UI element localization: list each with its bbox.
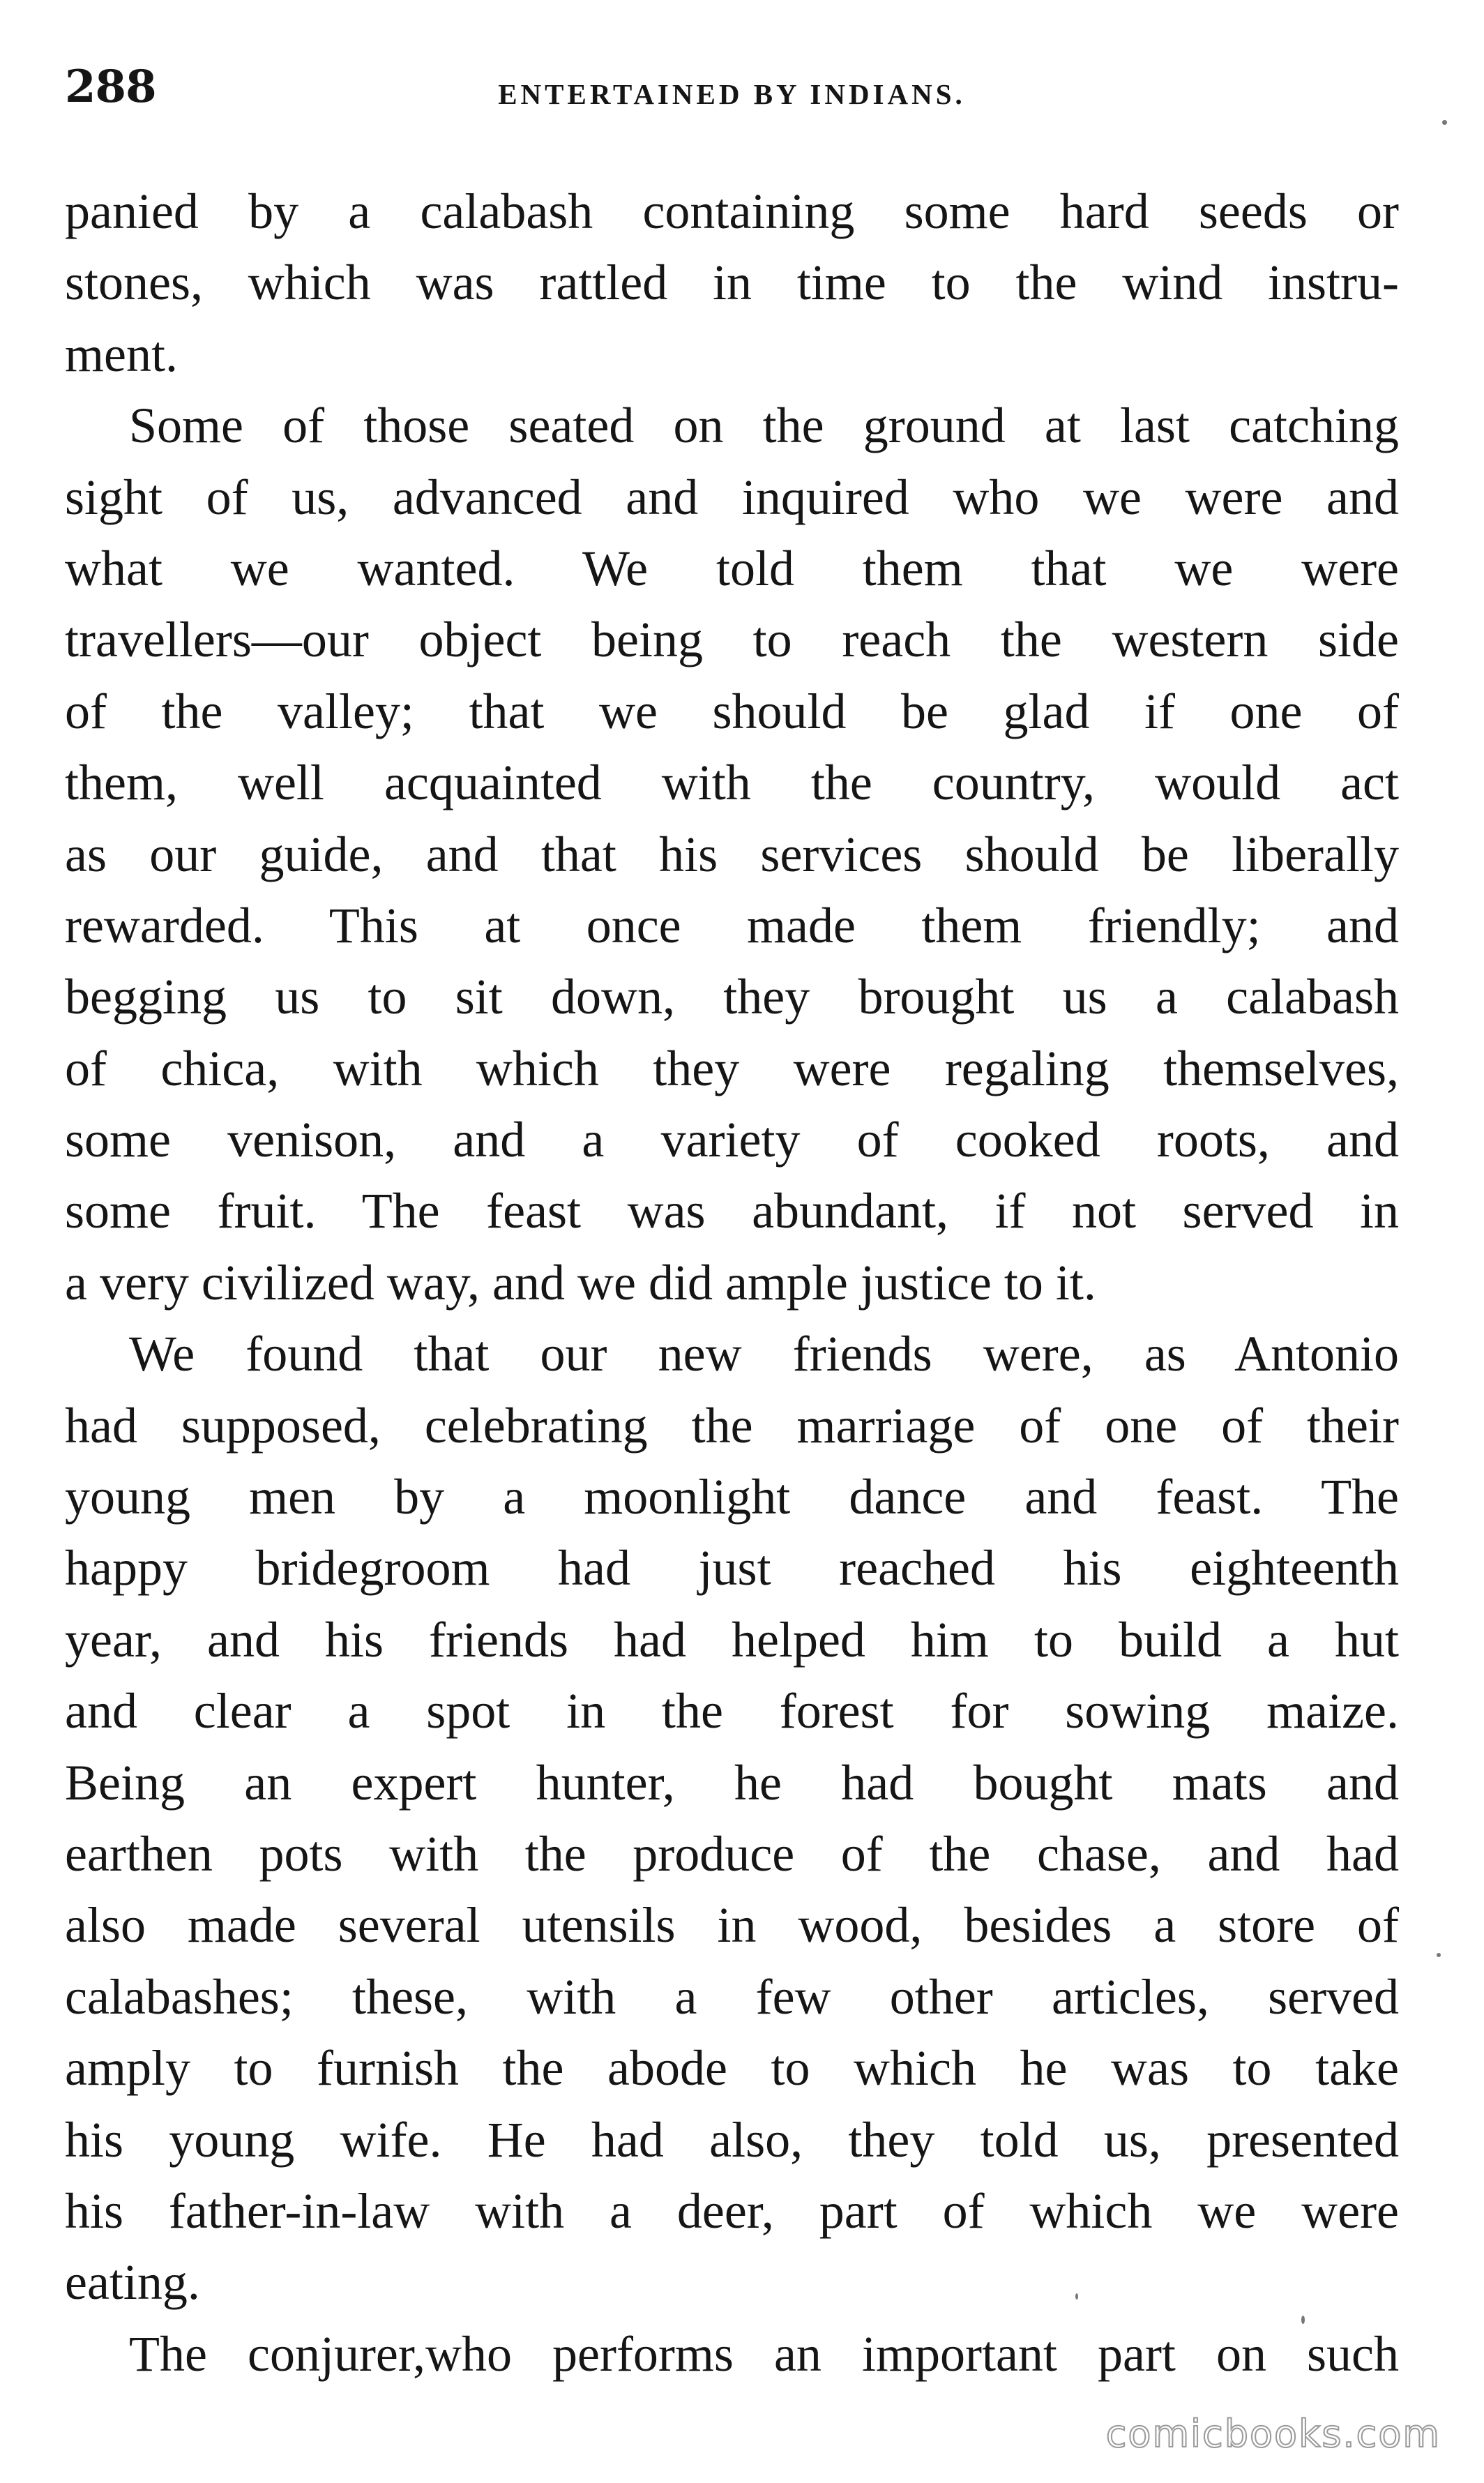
text-line: as our guide, and that his services should be liberally	[65, 826, 1399, 882]
text-line: We found that our new friends were, as Antonio	[129, 1326, 1399, 1382]
text-line: them, well acquainted with the country, would act	[65, 755, 1399, 811]
watermark: comicbooks.com	[1105, 2412, 1441, 2456]
text-line: earthen pots with the produce of the chase, and had	[65, 1825, 1399, 1882]
text-line: begging us to sit down, they brought us a calabash	[65, 969, 1399, 1025]
text-line: some venison, and a variety of cooked roots, and	[65, 1112, 1399, 1168]
text-line: of the valley; that we should be glad if one of	[65, 683, 1399, 739]
text-line: travellers—our object being to reach the western side	[65, 612, 1399, 668]
page-header	[65, 59, 1399, 136]
page-number: 288	[65, 61, 156, 113]
ink-speck	[1442, 120, 1447, 125]
text-line: his father-in-law with a deer, part of which we were	[65, 2182, 1399, 2239]
text-line: calabashes; these, with a few other articles, served	[65, 1968, 1399, 2025]
text-line: sight of us, advanced and inquired who we were and	[65, 469, 1399, 525]
text-line: Being an expert hunter, he had bought mats and	[65, 1754, 1399, 1811]
text-line: panied by a calabash containing some hard seeds or	[65, 183, 1399, 239]
text-line: year, and his friends had helped him to build a hut	[65, 1611, 1399, 1668]
text-line: and clear a spot in the forest for sowing maize.	[65, 1683, 1399, 1739]
text-line: The conjurer,who performs an important part on such	[129, 2325, 1399, 2382]
text-line: some fruit. The feast was abundant, if not served in	[65, 1183, 1399, 1239]
text-line: what we wanted. We told them that we were	[65, 540, 1399, 596]
ink-speck	[1437, 1953, 1441, 1957]
running-head: ENTERTAINED BY INDIANS.	[498, 78, 966, 110]
text-line: young men by a moonlight dance and feast. The	[65, 1469, 1399, 1525]
text-line: had supposed, celebrating the marriage of one of their	[65, 1397, 1399, 1454]
ink-speck	[1075, 2293, 1078, 2300]
text-line: of chica, with which they were regaling themselves,	[65, 1040, 1399, 1096]
text-line: amply to furnish the abode to which he was to take	[65, 2040, 1399, 2097]
text-line: ment.	[65, 326, 178, 382]
text-line: stones, which was rattled in time to the wind instru-	[65, 255, 1399, 311]
text-line: happy bridegroom had just reached his eighteenth	[65, 1540, 1399, 1597]
text-line: eating.	[65, 2254, 200, 2311]
text-line: his young wife. He had also, they told us, presented	[65, 2111, 1399, 2168]
ink-speck	[1301, 2316, 1305, 2324]
text-line: Some of those seated on the ground at last catching	[129, 398, 1399, 454]
text-line: rewarded. This at once made them friendly; and	[65, 897, 1399, 953]
text-line: also made several utensils in wood, besides a store of	[65, 1897, 1399, 1954]
body-text	[65, 176, 1399, 2390]
text-line: a very civilized way, and we did ample justice to it.	[65, 1254, 1096, 1311]
